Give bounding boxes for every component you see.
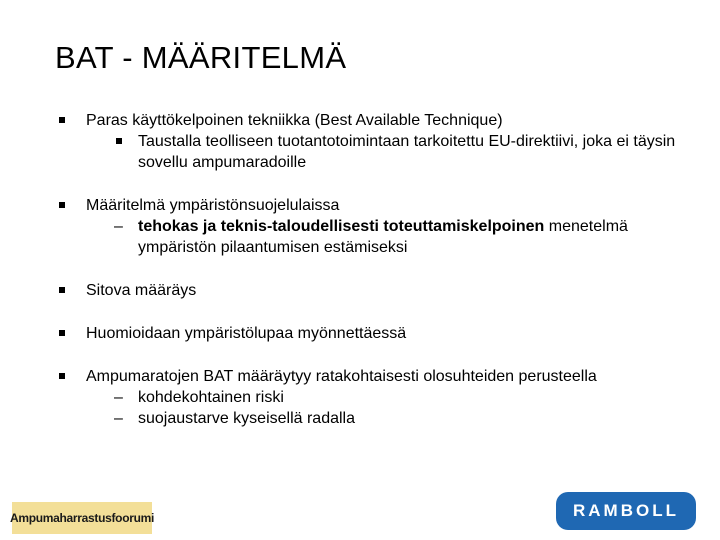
bullet-text: Huomioidaan ympäristölupaa myönnettäessä bbox=[86, 325, 407, 342]
dash-text: kohdekohtainen riski bbox=[138, 389, 284, 406]
ampumaharrastusfoorumi-logo bbox=[9, 502, 155, 534]
dash-bold-text: tehokas ja teknis-taloudellisesti toteuttamiskelpoinen bbox=[138, 218, 545, 235]
dash-item-protection bbox=[114, 408, 698, 429]
dash-item-risk bbox=[114, 387, 698, 408]
sub-bullet-eu-directive bbox=[114, 131, 698, 173]
square-bullet-icon bbox=[59, 373, 65, 379]
logo-text: Ampumaharrastusfoorumi bbox=[9, 511, 155, 525]
bullet-item-permit bbox=[58, 323, 698, 344]
slide-content bbox=[58, 110, 698, 429]
bullet-text: Paras käyttökelpoinen tekniikka (Best Available Technique) bbox=[86, 112, 503, 129]
dash-text: menetelmä ympäristön pilaantumisen estämiseksi bbox=[138, 218, 628, 256]
square-bullet-icon bbox=[59, 202, 65, 208]
sub-bullet-text: Taustalla teolliseen tuotantotoimintaan tarkoitettu EU-direktiivi, joka ei täysin sovellu ampumaradoille bbox=[138, 133, 676, 171]
bullet-item-definition bbox=[58, 195, 698, 216]
bullet-text: Ampumaratojen BAT määräytyy ratakohtaisesti olosuhteiden perusteella bbox=[86, 368, 597, 385]
dash-bullet-icon: – bbox=[114, 410, 123, 427]
bullet-item-best-available-technique bbox=[58, 110, 698, 131]
bullet-text: Määritelmä ympäristönsuojelulaissa bbox=[86, 197, 340, 214]
square-bullet-icon bbox=[116, 138, 122, 144]
slide-title: BAT - MÄÄRITELMÄ bbox=[55, 40, 347, 75]
bullet-item-shooting-ranges bbox=[58, 366, 698, 387]
square-bullet-icon bbox=[59, 330, 65, 336]
dash-bullet-icon: – bbox=[114, 218, 123, 235]
dash-bullet-icon: – bbox=[114, 389, 123, 406]
bullet-item-binding-order bbox=[58, 280, 698, 301]
bullet-text: Sitova määräys bbox=[86, 282, 197, 299]
logo-text: RAMBOLL bbox=[573, 501, 679, 520]
square-bullet-icon bbox=[59, 117, 65, 123]
square-bullet-icon bbox=[59, 287, 65, 293]
ramboll-logo bbox=[556, 492, 696, 530]
dash-text: suojaustarve kyseisellä radalla bbox=[138, 410, 355, 427]
dash-item-definition-detail bbox=[114, 216, 698, 258]
